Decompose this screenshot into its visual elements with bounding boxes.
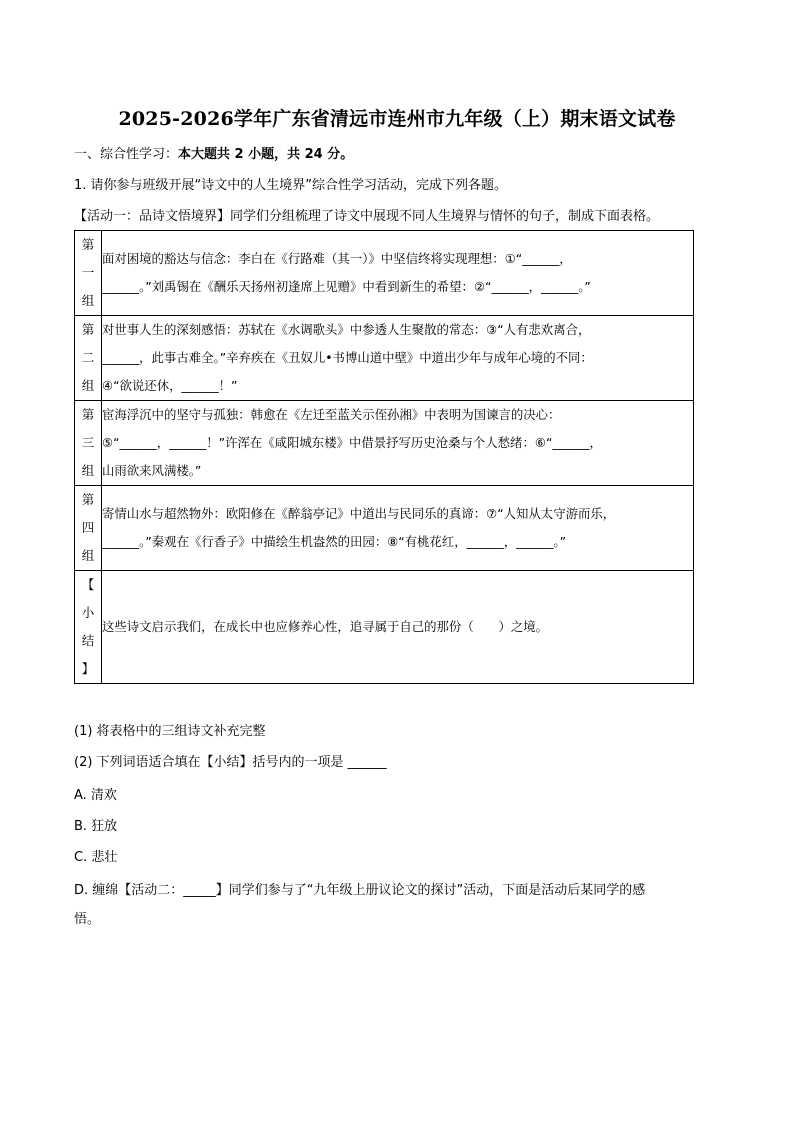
table-row (75, 486, 694, 571)
group-content-cell (102, 316, 694, 401)
option-b: B. 狂放 (74, 819, 118, 834)
group-label-char: 小 (81, 605, 95, 620)
group-label-char: 结 (81, 633, 95, 648)
group-label-char: 二 (81, 350, 95, 365)
subquestion-2: (2) 下列词语适合填在【小结】括号内的一项是 ______ (74, 755, 387, 770)
option-c: C. 悲壮 (74, 850, 118, 865)
section-heading-score: 本大题共 2 小题，共 24 分。 (178, 147, 354, 162)
content-line: ______，此事古难全。”辛弃疾在《丑奴儿•书博山道中壁》中道出少年与成年心境的不同： (102, 350, 593, 365)
content-line: ⑤“______，______！”许浑在《咸阳城东楼》中借景抒写历史沧桑与个人愁绪：⑥“______， (102, 435, 602, 450)
table-row (75, 571, 694, 684)
group-label-char: 一 (81, 265, 95, 280)
group-label-char: 第 (81, 322, 95, 337)
group-label-char: 四 (81, 520, 95, 535)
group-label-cell (75, 401, 102, 486)
group-label-char: 组 (81, 293, 95, 308)
content-line: ④“欲说还休，______！” (102, 378, 238, 393)
subquestion-1: (1) 将表格中的三组诗文补充完整 (74, 724, 266, 739)
question-1-intro: 1. 请你参与班级开展“诗文中的人生境界”综合性学习活动，完成下列各题。 (74, 178, 508, 193)
activity-1-intro: 【活动一：品诗文悟境界】同学们分组梳理了诗文中展现不同人生境界与情怀的句子，制成下面表格。 (74, 209, 660, 224)
content-line: ______。”秦观在《行香子》中描绘生机盎然的田园：⑧“有桃花红，______，______。” (102, 534, 567, 549)
poetry-table (74, 230, 694, 684)
table-row (75, 231, 694, 316)
group-label-char: 第 (81, 407, 95, 422)
group-label-char: 组 (81, 548, 95, 563)
table-row (75, 401, 694, 486)
group-label-char: 三 (81, 435, 95, 450)
group-label-cell (75, 316, 102, 401)
content-line: 面对困境的豁达与信念：李白在《行路难（其一）》中坚信终将实现理想：①“______， (102, 251, 572, 266)
group-label-char: 组 (81, 463, 95, 478)
section-heading (74, 146, 353, 164)
content-line: 对世事人生的深刻感悟：苏轼在《水调歌头》中参透人生聚散的常态：③“人有悲欢离合， (102, 322, 591, 337)
option-d-continued: 悟。 (74, 912, 101, 927)
option-d: D. 缠绵【活动二：_____】同学们参与了“九年级上册议论文的探讨”活动，下面是活动后某同学的感 (74, 883, 646, 898)
exam-title: 2025-2026学年广东省清远市连州市九年级（上）期末语文试卷 (118, 108, 676, 130)
group-content-cell (102, 401, 694, 486)
table-row (75, 316, 694, 401)
group-label-cell (75, 486, 102, 571)
group-label-char: 第 (81, 237, 95, 252)
group-label-cell (75, 571, 102, 684)
content-line: 这些诗文启示我们，在成长中也应修养心性，追寻属于自己的那份（ ）之境。 (102, 619, 549, 634)
group-content-cell (102, 571, 694, 684)
group-content-cell (102, 486, 694, 571)
content-line: 寄情山水与超然物外：欧阳修在《醉翁亭记》中道出与民同乐的真谛：⑦“人知从太守游而乐， (102, 506, 616, 521)
group-label-char: 第 (81, 492, 95, 507)
group-label-cell (75, 231, 102, 316)
section-heading-prefix: 一、综合性学习： (74, 147, 179, 162)
group-label-char: 组 (81, 378, 95, 393)
option-a: A. 清欢 (74, 788, 117, 803)
group-content-cell (102, 231, 694, 316)
content-line: ______。”刘禹锡在《酬乐天扬州初逢席上见赠》中看到新生的希望：②“______，______。” (102, 279, 591, 294)
group-label-char: 】 (81, 661, 95, 676)
group-label-char: 【 (81, 577, 95, 592)
content-line: 宦海浮沉中的坚守与孤独：韩愈在《左迁至蓝关示侄孙湘》中表明为国谏言的决心： (102, 407, 561, 422)
content-line: 山雨欲来风满楼。” (102, 463, 202, 478)
